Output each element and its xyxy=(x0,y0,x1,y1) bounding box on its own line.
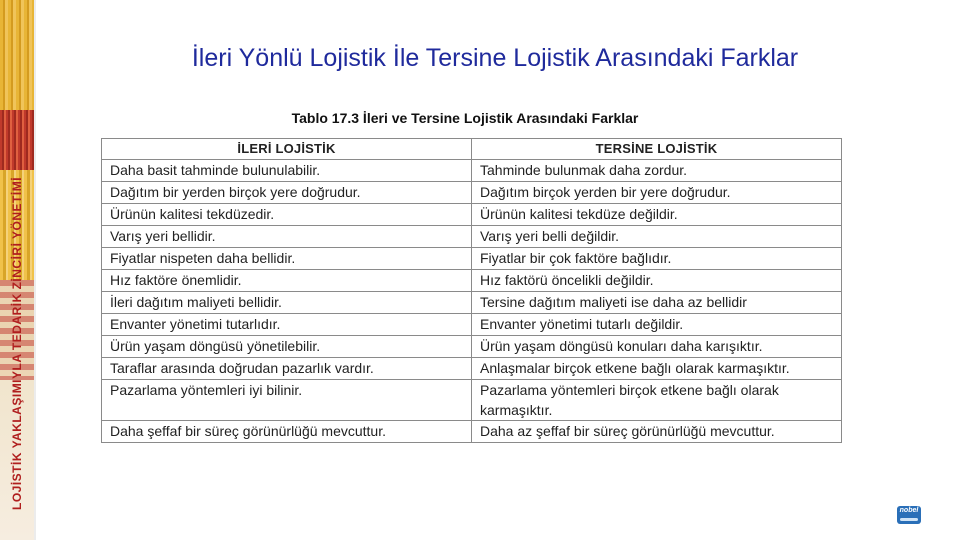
forward-cell: Fiyatlar nispeten daha bellidir. xyxy=(102,248,472,270)
forward-cell: Envanter yönetimi tutarlıdır. xyxy=(102,314,472,336)
reverse-cell: Tahminde bulunmak daha zordur. xyxy=(472,160,842,182)
forward-cell: Pazarlama yöntemleri iyi bilinir. xyxy=(102,380,472,421)
forward-cell: İleri dağıtım maliyeti bellidir. xyxy=(102,292,472,314)
table-row xyxy=(102,160,842,182)
table-row xyxy=(102,226,842,248)
column-header-forward: İLERİ LOJİSTİK xyxy=(102,139,472,160)
column-header-reverse: TERSİNE LOJİSTİK xyxy=(472,139,842,160)
forward-cell: Varış yeri bellidir. xyxy=(102,226,472,248)
forward-cell: Daha basit tahminde bulunulabilir. xyxy=(102,160,472,182)
reverse-cell: Dağıtım birçok yerden bir yere doğrudur. xyxy=(472,182,842,204)
table-row xyxy=(102,336,842,358)
forward-cell: Ürünün kalitesi tekdüzedir. xyxy=(102,204,472,226)
reverse-cell: Anlaşmalar birçok etkene bağlı olarak karmaşıktır. xyxy=(472,358,842,380)
table-row xyxy=(102,270,842,292)
table-row xyxy=(102,380,842,421)
table-row xyxy=(102,182,842,204)
page-title: İleri Yönlü Lojistik İle Tersine Lojistik Arasındaki Farklar xyxy=(191,44,799,72)
book-cover-strip xyxy=(0,0,34,540)
table-row xyxy=(102,292,842,314)
side-divider xyxy=(34,0,36,540)
table-row xyxy=(102,358,842,380)
reverse-cell: Daha az şeffaf bir süreç görünürlüğü mevcuttur. xyxy=(472,421,842,443)
forward-cell: Dağıtım bir yerden birçok yere doğrudur. xyxy=(102,182,472,204)
reverse-cell: Ürünün kalitesi tekdüze değildir. xyxy=(472,204,842,226)
cover-title-text: LOJİSTİK YAKLAŞIMIYLA TEDARİK ZİNCİRİ YÖNETİMİ xyxy=(10,176,24,510)
reverse-cell: Ürün yaşam döngüsü konuları daha karışıktır. xyxy=(472,336,842,358)
reverse-cell: Varış yeri belli değildir. xyxy=(472,226,842,248)
cover-vertical-text xyxy=(8,40,24,510)
forward-cell: Daha şeffaf bir süreç görünürlüğü mevcuttur. xyxy=(102,421,472,443)
table-row xyxy=(102,204,842,226)
forward-cell: Ürün yaşam döngüsü yönetilebilir. xyxy=(102,336,472,358)
table-row xyxy=(102,421,842,443)
reverse-cell: Pazarlama yöntemleri birçok etkene bağlı olarak karmaşıktır. xyxy=(472,380,842,421)
forward-cell: Taraflar arasında doğrudan pazarlık vardır. xyxy=(102,358,472,380)
table-row xyxy=(102,314,842,336)
comparison-table xyxy=(101,138,842,443)
reverse-cell: Hız faktörü öncelikli değildir. xyxy=(472,270,842,292)
reverse-cell: Envanter yönetimi tutarlı değildir. xyxy=(472,314,842,336)
publisher-logo: nobel xyxy=(897,506,921,524)
table-row xyxy=(102,248,842,270)
reverse-cell: Fiyatlar bir çok faktöre bağlıdır. xyxy=(472,248,842,270)
forward-cell: Hız faktöre önemlidir. xyxy=(102,270,472,292)
table-header-row xyxy=(102,139,842,160)
reverse-cell: Tersine dağıtım maliyeti ise daha az bellidir xyxy=(472,292,842,314)
table-caption: Tablo 17.3 İleri ve Tersine Lojistik Arasındaki Farklar xyxy=(291,110,639,126)
